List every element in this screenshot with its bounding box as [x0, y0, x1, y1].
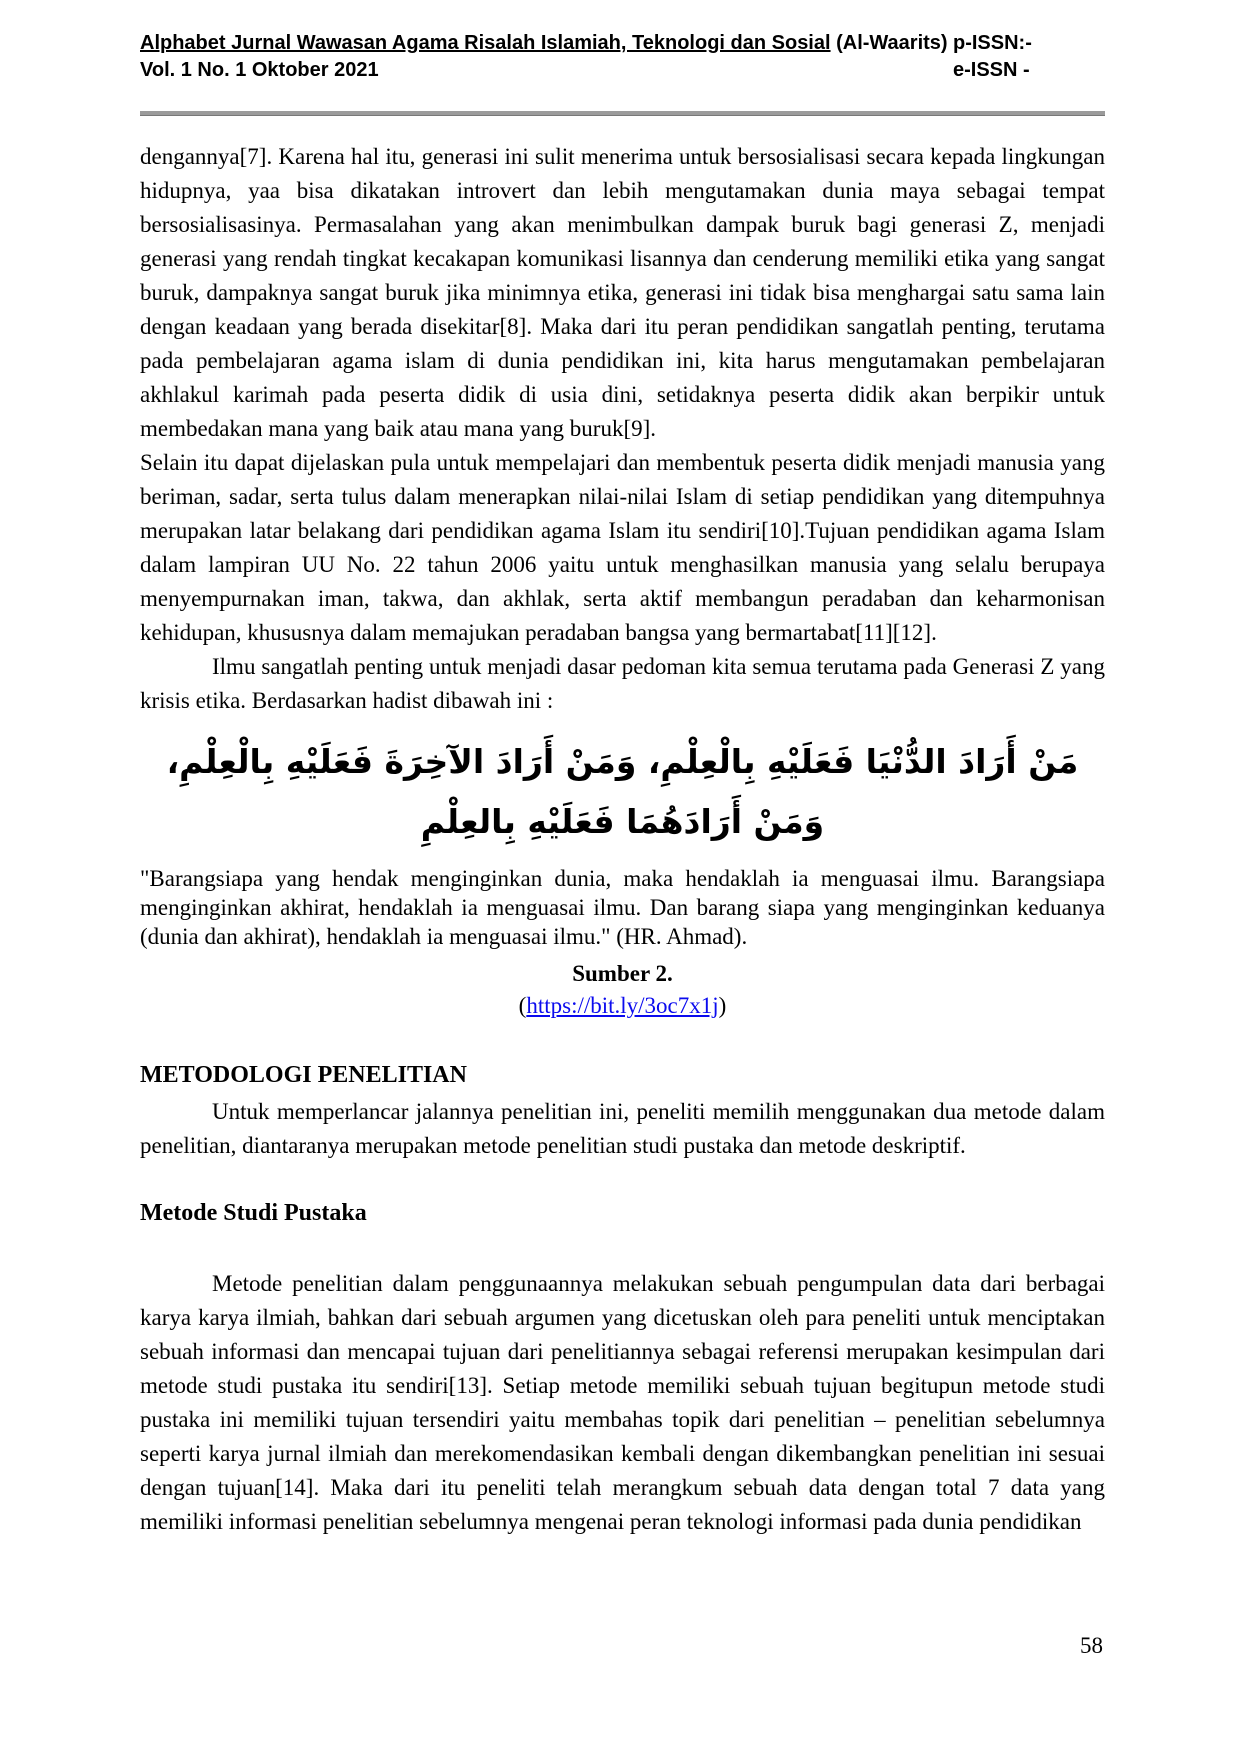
journal-title-suffix: (Al-Waarits) — [830, 32, 948, 54]
paren-close: ) — [718, 993, 727, 1018]
paragraph-generation-z: dengannya[7]. Karena hal itu, generasi ini sulit menerima untuk bersosialisasi secara kepada lingkungan hidupnya, yaa bisa dikatakan introvert dan lebih mengutamakan dunia maya sebagai tempat bersosialisasinya. Permasalahan yang akan menimbulkan dampak buruk bagi generasi Z, menjadi generasi yang rendah tingkat kecakapan komunikasi lisannya dan cenderung memiliki etika yang sangat buruk, dampaknya sangat buruk jika minimnya etika, generasi ini tidak bisa menghargai satu sama lain dengan keadaan yang berada disekitar[8]. Maka dari itu peran pendidikan sangatlah penting, terutama pada pembelajaran agama islam di dunia pendidikan ini, kita harus mengutamakan pembelajaran akhlakul karimah pada peserta didik di usia dini, setidaknya peserta didik akan berpikir untuk membedakan mana yang baik atau mana yang buruk[9]. — [140, 144, 1105, 441]
journal-header-right — [953, 30, 1105, 84]
article-body — [140, 140, 1105, 1539]
volume-info: Vol. 1 No. 1 Oktober 2021 — [140, 59, 379, 81]
paragraph-islamic-education: Selain itu dapat dijelaskan pula untuk mempelajari dan membentuk peserta didik menjadi manusia yang beriman, sadar, serta tulus dalam menerapkan nilai-nilai Islam di setiap pendidikan yang ditempuhnya merupakan latar belakang dari pendidikan agama Islam itu sendiri[10].Tujuan pendidikan agama Islam dalam lampiran UU No. 22 tahun 2006 yaitu untuk menghasilkan manusia yang selalu berupaya menyempurnakan iman, takwa, dan akhlak, serta aktif membangun peradaban dan keharmonisan kehidupan, khususnya dalam memajukan peradaban bangsa yang bermartabat[11][12]. — [140, 450, 1105, 645]
source-link-line — [140, 991, 1105, 1021]
p-issn: p-ISSN:- — [953, 32, 1032, 54]
journal-title-line — [140, 30, 948, 57]
page-header — [140, 30, 1105, 84]
subsection-heading-studi-pustaka: Metode Studi Pustaka — [140, 1200, 367, 1226]
e-issn: e-ISSN - — [953, 59, 1030, 81]
page-number: 58 — [1080, 1633, 1103, 1658]
journal-title: Alphabet Jurnal Wawasan Agama Risalah Islamiah, Teknologi dan Sosial — [140, 32, 831, 54]
hadith-translation: "Barangsiapa yang hendak menginginkan dunia, maka hendaklah ia menguasai ilmu. Barangsiapa menginginkan akhirat, hendaklah ia menguasai ilmu. Dan barang siapa yang menginginkan keduanya (dunia dan akhirat), hendaklah ia menguasai ilmu." (HR. Ahmad). — [140, 866, 1105, 949]
journal-header-left — [140, 30, 948, 84]
header-divider — [140, 111, 1105, 116]
paragraph-ilmu-intro: Ilmu sangatlah penting untuk menjadi dasar pedoman kita semua terutama pada Generasi Z yang krisis etika. Berdasarkan hadist dibawah ini : — [140, 654, 1105, 713]
study-method-paragraph: Metode penelitian dalam penggunaannya melakukan sebuah pengumpulan data dari berbagai karya karya ilmiah, bahkan dari sebuah argumen yang dicetuskan oleh para peneliti untuk menciptakan sebuah informasi dan mencapai tujuan dari penelitiannya sebagai referensi merupakan kesimpulan dari metode studi pustaka itu sendiri[13]. Setiap metode memiliki sebuah tujuan begitupun metode studi pustaka ini memiliki tujuan tersendiri yaitu membahas topik dari penelitian – penelitian sebelumnya seperti karya jurnal ilmiah dan merekomendasikan kembali dengan dikembangkan penelitian ini sesuai dengan tujuan[14]. Maka dari itu peneliti telah merangkum sebuah data dengan total 7 data yang memiliki informasi penelitian sebelumnya mengenai peran teknologi informasi pada dunia pendidikan — [140, 1271, 1105, 1534]
source-caption: Sumber 2. — [572, 961, 673, 986]
methodology-paragraph: Untuk memperlancar jalannya penelitian ini, peneliti memilih menggunakan dua metode dalam penelitian, diantaranya merupakan metode penelitian studi pustaka dan metode deskriptif. — [140, 1099, 1105, 1158]
hadith-arabic-text: مَنْ أَرَادَ الدُّنْيَا فَعَلَيْهِ بِالْعِلْمِ، وَمَنْ أَرَادَ الآخِرَةَ فَعَلَيْهِ بِالْعِلْمِ، وَمَنْ أَرَادَهُمَا فَعَلَيْهِ بِالعِلْمِ — [166, 742, 1079, 841]
paren-open: ( — [518, 993, 527, 1018]
source-link[interactable]: https://bit.ly/3oc7x1j — [526, 993, 719, 1018]
section-heading-metodologi: METODOLOGI PENELITIAN — [140, 1062, 467, 1088]
